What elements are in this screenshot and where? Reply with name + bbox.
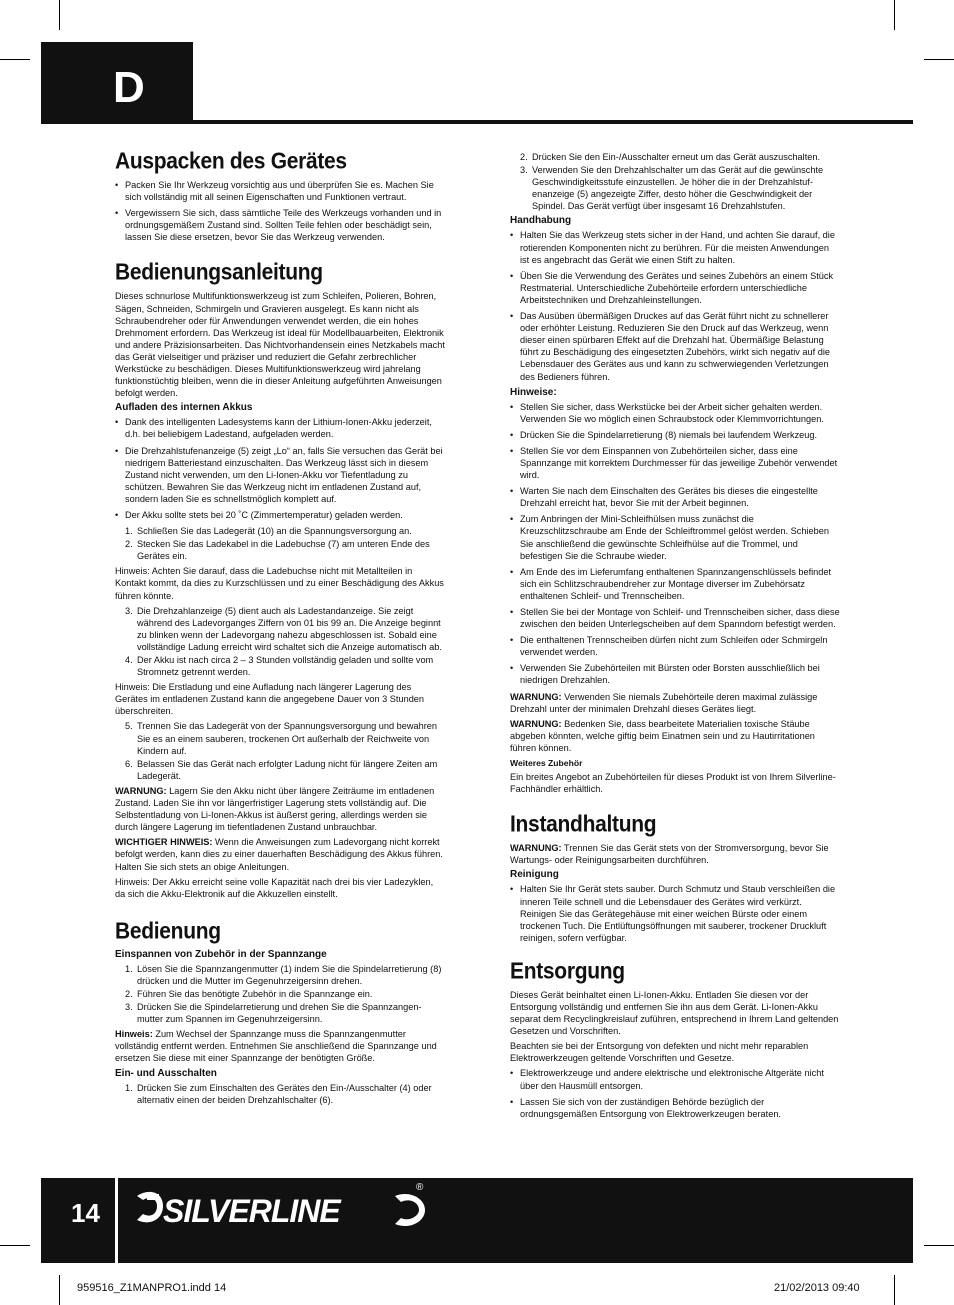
list-item: • Die enthaltenen Trennscheiben dürfen nicht zum Schleifen oder Schmirgeln verwendet werden. xyxy=(510,634,840,658)
bullet-list xyxy=(510,1067,840,1119)
list-item: 2. Drücken Sie den Ein-/Ausschalter erneut um das Gerät auszuschalten. xyxy=(520,152,821,162)
paragraph: Dieses Gerät beinhaltet einen Li-Ionen-Akku. Entladen Sie diesen vor der Entsorgung vollständig und entfernen Sie ihn aus dem Gerät. Li-Ionen-Akku separat dem Recyclingkreislauf zuführen, entsprechend in Ihrem Land geltenden Gesetzen und Vorschriften. xyxy=(510,989,839,1037)
numbered-list xyxy=(510,151,840,212)
numbered-list xyxy=(115,963,445,1025)
list-item: 1. Lösen Sie die Spannzangenmutter (1) indem Sie die Spindelarretierung (8) drücken und die Mutter im Gegenuhrzeigersinn drehen. xyxy=(125,963,442,986)
section-title: Auspacken des Gerätes xyxy=(115,149,347,174)
warning: WARNUNG: Verwenden Sie niemals Zubehörteile deren maximal zulässige Drehzahl unter der minimalen Drehzahl dieses Gerätes liegt. xyxy=(510,691,818,714)
list-item: 6. Belassen Sie das Gerät nach erfolgter Ladung nicht für längere Zeiten am Ladegerät. xyxy=(125,758,438,781)
list-item: • Üben Sie die Verwendung des Gerätes und seines Zubehörs an einem Stück Restmaterial. Unterschiedliche Zubehörteile erfordern unterschiedliche Arbeitstechniken und Drehzahleinstellungen. xyxy=(510,270,840,306)
subsection-title: Einspannen von Zubehör in der Spannzange xyxy=(115,948,327,960)
list-item: 3. Verwenden Sie den Drehzahlschalter um das Gerät auf die gewünschte Geschwindigkeitsstufe einzustellen. Je höher die in der Drehzahlstuf-enanzeige (5) angezeigte Ziffer, desto höher die Geschwindigkeit der Spindel. Das Gerät verfügt über insgesamt 16 Drehzahlstufen. xyxy=(520,165,824,212)
crop-mark xyxy=(894,0,895,30)
warning: WARNUNG: Lagern Sie den Akku nicht über längere Zeiträume im entladenen Zustand. Laden Sie ihn vor längerfristiger Lagerung stets vollständig auf. Die Selbstentladung von Li-Ionen-Akkus ist äußerst gering, allerdings werden sie durch längere Lagerung im tiefentladenen Zustand unbrauchbar. xyxy=(115,785,435,833)
list-item: • Stellen Sie vor dem Einspannen von Zubehörteilen sicher, dass eine Spannzange mit korrektem Durchmesser für das jeweilige Zubehör verwendet wird. xyxy=(510,445,840,481)
note: Hinweis: Die Erstladung und eine Aufladung nach längerer Lagerung des Gerätes im entladenen Zustand kann die angegebene Dauer von 3 Stunden überschreiten. xyxy=(115,682,425,717)
list-item: • Das Ausüben übermäßigen Druckes auf das Gerät führt nicht zu schnellerer oder erhöhter Leistung. Reduzieren Sie den Druck auf das Werkzeug, wenn dieser einen spürbaren Effekt auf die Drehzahl hat. Übermäßige Belastung führt zu Beschädigung des eingesetzten Zubehörs, wirkt sich negativ auf die Lebensdauer des Gerätes aus und kann zu schwerwiegenden Verletzungen des Bedieners führen. xyxy=(510,310,840,383)
section-auspacken xyxy=(115,148,445,243)
list-item: • Verwenden Sie Zubehörteilen mit Bürsten oder Borsten ausschließlich bei niedrigen Drehzahlen. xyxy=(510,662,840,686)
section-entsorgung xyxy=(510,958,840,1120)
footer-bar xyxy=(41,1178,913,1263)
crop-mark xyxy=(894,1275,895,1305)
bullet-list xyxy=(115,179,445,243)
list-item: • Die Drehzahlstufenanzeige (5) zeigt „Lo“ an, falls Sie versuchen das Gerät bei niedrigem Batteriestand einzuschalten. Das Werkzeug lässt sich in diesem Zustand nicht verwenden, um den Li-Ionen-Akku vor Tiefentladung zu schützen. Bewahren Sie das Werkzeug nicht im entladenen Zustand auf, sondern laden Sie es schnellstmöglich komplett auf. xyxy=(115,445,445,505)
section-title: Instandhaltung xyxy=(510,812,657,838)
list-item: • Stellen Sie bei der Montage von Schleif- und Trennscheiben sicher, dass diese zwischen den beiden Unterlegscheiben auf dem Spanndorn befestigt werden. xyxy=(510,606,840,630)
list-item: • Halten Sie das Werkzeug stets sicher in der Hand, und achten Sie darauf, die rotierenden Komponenten nicht zu berühren. Für die meisten Anwendungen ist es angebracht das Gerät wie einen Stift zu halten. xyxy=(510,229,840,265)
section-bedienung xyxy=(115,918,445,1106)
crop-mark xyxy=(59,0,60,30)
important-note: WICHTIGER HINWEIS: Wenn die Anweisungen zum Ladevorgang nicht korrekt befolgt werden, kann dies zu einer dauerhaften Beschädigung des Akkus führen. Halten Sie sich stets an obige Anleitungen. xyxy=(115,837,443,872)
list-item: 2. Stecken Sie das Ladekabel in die Ladebuchse (7) am unteren Ende des Gerätes ein. xyxy=(125,539,430,562)
note: Hinweis: Achten Sie darauf, dass die Ladebuchse nicht mit Metallteilen in Kontakt kommt, da dies zu Kurzschlüssen und zu einer Beschädigung des Akkus führen könnte. xyxy=(115,566,444,601)
section-title: Entsorgung xyxy=(510,958,625,984)
list-item: • Lassen Sie sich von der zuständigen Behörde bezüglich der ordnungsgemäßen Entsorgung von Elektrowerkzeugen beraten. xyxy=(510,1096,840,1120)
subsection-title: Weiteres Zubehör xyxy=(510,758,583,769)
paragraph: Dieses schnurlose Multifunktionswerkzeug ist zum Schleifen, Polieren, Bohren, Sägen, Schneiden, Schmirgeln und Gravieren ausgelegt. Es kann nicht als Schraubendreher oder für Anwendungen verwendet werden, die ein hohes Drehmoment erfordern. Das Werkzeug ist ideal für Modellbauarbeiten, Elektronik und andere Präzisionsarbeiten. Das Nichtvorhandensein eines Netzkabels macht das Gerät vielseitiger und präziser und reduziert die Gefahr zerbrechlicher Werkstücke zu beschädigen. Dieses Multifunktionswerkzeug wird jahrelang funktionstüchtig bleiben, wenn die in dieser Anleitung aufgeführten Anweisungen befolgt werden. xyxy=(115,291,445,399)
list-item: • Zum Anbringen der Mini-Schleifhülsen muss zunächst die Kreuzschlitzschraube am Ende der Schleiftrommel gelöst werden. Schieben Sie anschließend die gewünschte Schleifhülse auf die Trommel, und befestigen Sie die Schraube wieder. xyxy=(510,513,840,561)
subsection-title: Reinigung xyxy=(510,869,559,881)
numbered-list xyxy=(115,525,445,562)
list-item: • Stellen Sie sicher, dass Werkstücke bei der Arbeit sicher gehalten werden. Verwenden Sie wo möglich einen Schraubstock oder Klemmvorrichtungen. xyxy=(510,401,840,425)
crop-mark xyxy=(59,1275,60,1305)
list-item: • Dank des intelligenten Ladesystems kann der Lithium-Ionen-Akku jederzeit, d.h. bei beliebigem Ladestand, aufgeladen werden. xyxy=(115,416,445,440)
print-slug-date: 21/02/2013 09:40 xyxy=(774,1282,860,1294)
crop-mark xyxy=(924,59,954,60)
crop-mark xyxy=(924,1245,954,1246)
list-item: 2. Führen Sie das benötigte Zubehör in die Spannzange ein. xyxy=(125,988,373,999)
list-item: • Elektrowerkzeuge und andere elektrische und elektronische Altgeräte nicht über den Hausmüll entsorgen. xyxy=(510,1067,840,1091)
bullet-list xyxy=(510,401,840,687)
subsection-title: Ein- und Ausschalten xyxy=(115,1067,217,1079)
list-item: • Packen Sie Ihr Werkzeug vorsichtig aus und überprüfen Sie es. Machen Sie sich vollständig mit all seinen Eigenschaften und Funktionen vertraut. xyxy=(115,179,445,203)
footer-divider xyxy=(115,1178,118,1263)
crop-mark xyxy=(0,59,30,60)
list-item: 5. Trennen Sie das Ladegerät von der Spannungsversorgung und bewahren Sie es an einem sauberen, trockenen Ort außerhalb der Reichweite von Kindern auf. xyxy=(125,721,437,756)
warning: WARNUNG: Trennen Sie das Gerät stets von der Stromversorgung, bevor Sie Wartungs- oder Reinigungsarbeiten durchführen. xyxy=(510,843,829,866)
crop-mark xyxy=(0,1245,30,1246)
list-item: 4. Der Akku ist nach circa 2 – 3 Stunden vollständig geladen und sollte vom Stromnetz getrennt werden. xyxy=(125,655,434,678)
svg-text:SILVERLINE: SILVERLINE xyxy=(163,1193,340,1229)
bullet-list xyxy=(115,416,445,521)
list-item: • Warten Sie nach dem Einschalten des Gerätes bis dieses die eingestellte Drehzahl erreicht hat, bevor Sie mit der Arbeit beginnen. xyxy=(510,485,840,509)
subsection-title: Hinweise: xyxy=(510,386,557,398)
list-item: • Halten Sie Ihr Gerät stets sauber. Durch Schmutz und Staub verschleißen die inneren Teile schnell und die Lebensdauer des Gerätes wird verkürzt. Reinigen Sie das Gerätegehäuse mit einer weichen Bürste oder einem trockenen Tuch. Die Entlüftungsöffnungen mit sauberer, trockener Druckluft reinigen, sofern verfügbar. xyxy=(510,883,840,943)
bullet-list xyxy=(510,229,840,382)
language-code: D xyxy=(113,63,145,112)
list-item: 1. Drücken Sie zum Einschalten des Gerätes den Ein-/Ausschalter (4) oder alternativ einen der beiden Drehzahlschalter (6). xyxy=(125,1082,432,1105)
right-column xyxy=(510,151,840,1124)
language-tab xyxy=(41,42,193,122)
section-title: Bedienungsanleitung xyxy=(115,260,323,286)
paragraph: Beachten sie bei der Entsorgung von defekten und nicht mehr reparablen Elektrowerkzeugen geltende Vorschriften und Gesetze. xyxy=(510,1041,809,1064)
page-number: 14 xyxy=(71,1198,100,1228)
list-item: • Am Ende des im Lieferumfang enthaltenen Spannzangenschlüssels befindet sich ein Schlitzschraubendreher zur Montage diverser im Zubehörsatz enthaltenen Schleif- und Trennscheiben. xyxy=(510,566,840,602)
list-item: • Der Akku sollte stets bei 20 ˚C (Zimmertemperatur) geladen werden. xyxy=(115,509,445,521)
print-slug-file: 959516_Z1MANPRO1.indd 14 xyxy=(77,1282,227,1294)
left-column xyxy=(115,148,445,1109)
section-instandhaltung xyxy=(510,811,840,944)
warning: WARNUNG: Bedenken Sie, dass bearbeitete Materialien toxische Stäube abgeben könnten, welche giftig beim Einatmen sein und zu Hautirritationen führen können. xyxy=(510,718,815,753)
list-item: 3. Die Drehzahlanzeige (5) dient auch als Ladestandanzeige. Sie zeigt während des Ladevorganges Ziffern von 01 bis 99 an. Die Anzeige beginnt zu blinken wenn der Ladevorgang nahezu abgeschlossen ist. Sobald eine vollständige Ladung erreicht wird schaltet sich die Anzeige automatisch ab. xyxy=(125,605,442,652)
list-item: • Vergewissern Sie sich, dass sämtliche Teile des Werkzeugs vorhanden und in ordnungsgemäßem Zustand sind. Sollten Teile fehlen oder beschädigt sein, lassen Sie diese ersetzen, bevor Sie das Werkzeug verwenden. xyxy=(115,207,445,243)
list-item: 3. Drücken Sie die Spindelarretierung und drehen Sie die Spannzangen-mutter zum Spannen im Gegenuhrzeigersinn. xyxy=(125,1002,422,1025)
silverline-logo xyxy=(133,1188,433,1232)
numbered-list xyxy=(115,605,445,679)
paragraph: Ein breites Angebot an Zubehörteilen für dieses Produkt ist von Ihrem Silverline-Fachhändler erhältlich. xyxy=(510,772,836,795)
section-title: Bedienung xyxy=(115,918,221,944)
subsection-title: Handhabung xyxy=(510,215,572,227)
numbered-list xyxy=(115,720,445,781)
subsection-title: Aufladen des internen Akkus xyxy=(115,402,253,414)
numbered-list xyxy=(115,1082,445,1106)
list-item: • Drücken Sie die Spindelarretierung (8) niemals bei laufendem Werkzeug. xyxy=(510,429,840,441)
note: Hinweis: Der Akku erreicht seine volle Kapazität nach drei bis vier Ladezyklen, da sich die Akku-Elektronik auf die Akkuzellen einstellt. xyxy=(115,876,434,899)
section-bedienungsanleitung xyxy=(115,259,445,899)
registered-mark: ® xyxy=(416,1182,424,1193)
header-rule xyxy=(41,120,913,124)
bullet-list xyxy=(510,883,840,943)
list-item: 1. Schließen Sie das Ladegerät (10) an die Spannungsversorgung an. xyxy=(125,526,412,537)
note: Hinweis: Zum Wechsel der Spannzange muss die Spannzangenmutter vollständig entfernt werden. Entnehmen Sie anschließend die Spannzange und ersetzen Sie diese mit einer Spannzange der benötigten Größe. xyxy=(115,1029,437,1064)
